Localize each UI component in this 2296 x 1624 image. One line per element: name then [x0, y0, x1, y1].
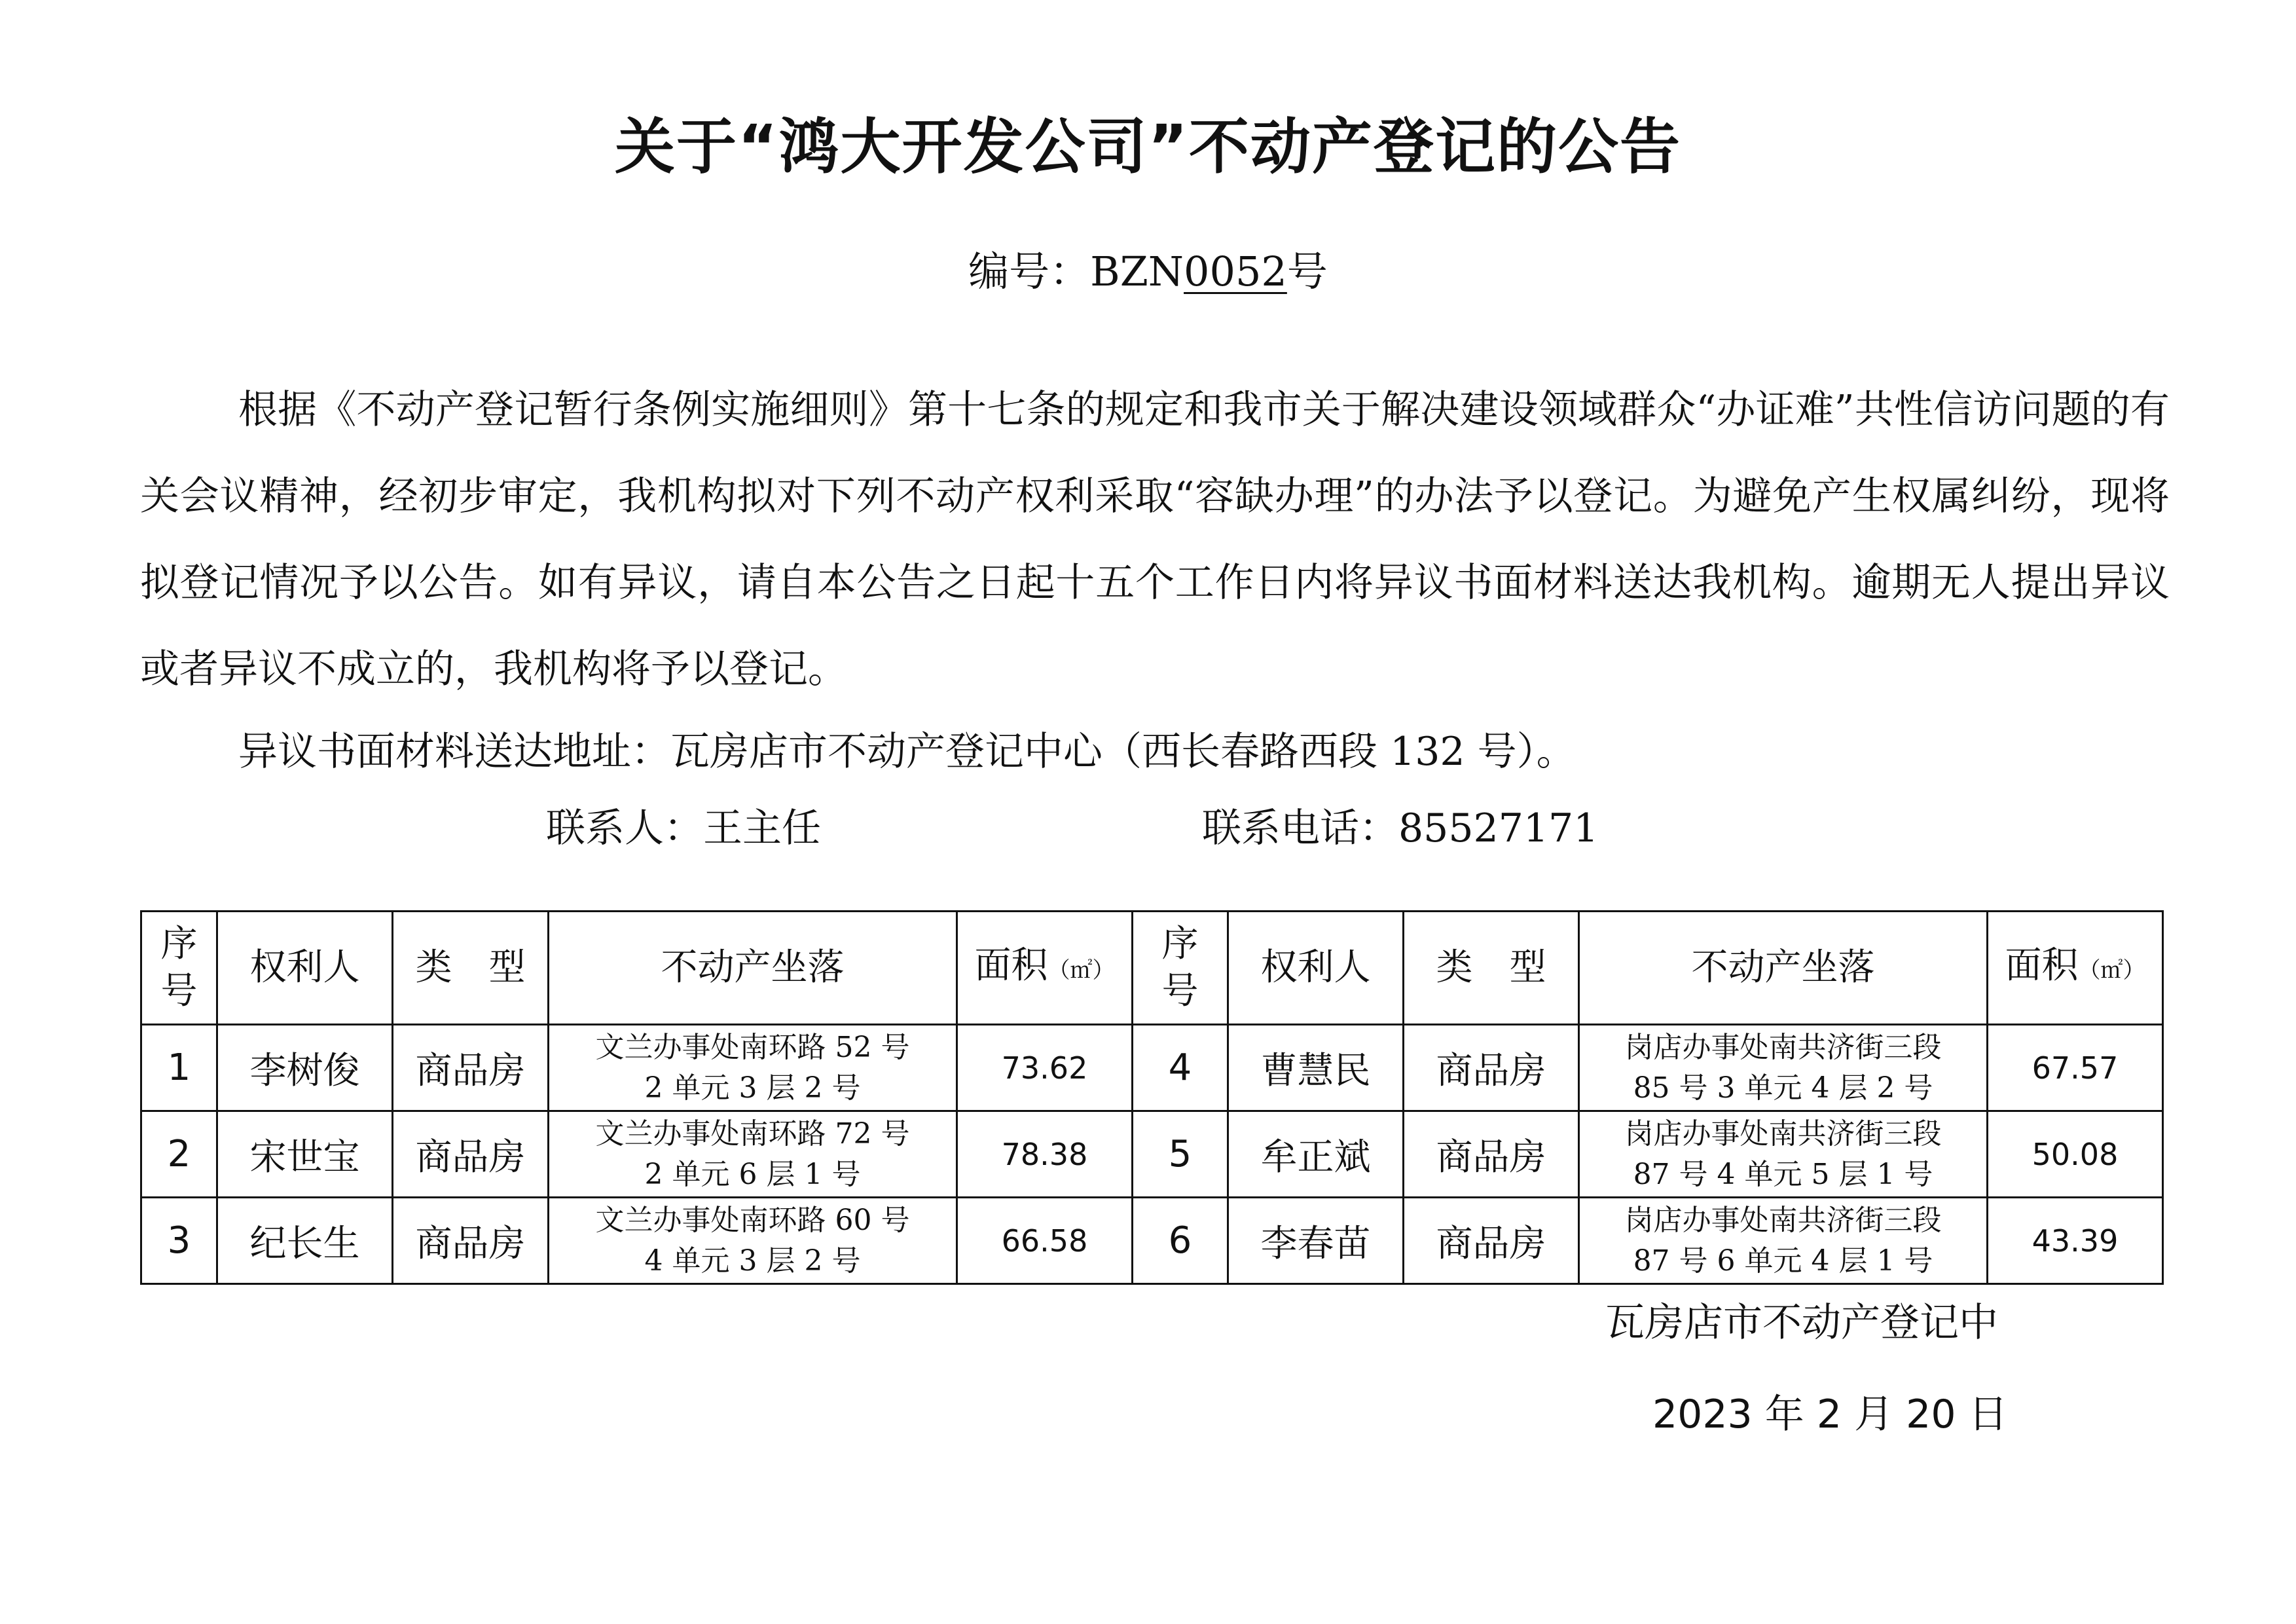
header-location: 不动产坐落	[1579, 912, 1988, 1025]
page-title: 关于“鸿大开发公司”不动产登记的公告	[615, 112, 1681, 182]
issuer-name: 瓦房店市不动产登记中	[1605, 1300, 1998, 1346]
document-number-suffix: 号	[1286, 248, 1328, 295]
cell-location: 岗店办事处南共济街三段 87 号 4 单元 5 层 1 号	[1579, 1111, 1988, 1198]
cell-type: 商品房	[1404, 1198, 1579, 1284]
cell-area: 73.62	[957, 1025, 1133, 1111]
table-row	[141, 1025, 2163, 1111]
cell-owner: 牟正斌	[1228, 1111, 1404, 1198]
cell-seq: 6	[1133, 1198, 1228, 1284]
cell-location: 文兰办事处南环路 52 号 2 单元 3 层 2 号	[549, 1025, 957, 1111]
body-paragraph: 根据《不动产登记暂行条例实施细则》第十七条的规定和我市关于解决建设领域群众“办证难”共性信访问题的有关会议精神，经初步审定，我机构拟对下列不动产权利采取“容缺办理”的办法予以登记。为避免产生权属纠纷，现将拟登记情况予以公告。如有异议，请自本公告之日起十五个工作日内将异议书面材料送达我机构。逾期无人提出异议或者异议不成立的，我机构将予以登记。	[140, 387, 2170, 692]
cell-location: 岗店办事处南共济街三段 85 号 3 单元 4 层 2 号	[1579, 1025, 1988, 1111]
cell-type: 商品房	[1404, 1025, 1579, 1111]
table-header-row	[141, 912, 2163, 1025]
table-row	[141, 1111, 2163, 1198]
cell-area: 78.38	[957, 1111, 1133, 1198]
cell-type: 商品房	[393, 1025, 549, 1111]
cell-area: 43.39	[1988, 1198, 2163, 1284]
header-area: 面积（㎡）	[957, 912, 1133, 1025]
cell-location: 文兰办事处南环路 72 号 2 单元 6 层 1 号	[549, 1111, 957, 1198]
cell-owner: 纪长生	[217, 1198, 393, 1284]
contact-phone: 联系电话：85527171	[1202, 805, 1599, 851]
cell-seq: 5	[1133, 1111, 1228, 1198]
cell-seq: 1	[141, 1025, 217, 1111]
cell-owner: 李春苗	[1228, 1198, 1404, 1284]
cell-owner: 李树俊	[217, 1025, 393, 1111]
header-owner: 权利人	[217, 912, 393, 1025]
cell-type: 商品房	[393, 1111, 549, 1198]
cell-location: 岗店办事处南共济街三段 87 号 6 单元 4 层 1 号	[1579, 1198, 1988, 1284]
document-number-prefix: 编号：BZN	[968, 248, 1184, 295]
objection-address: 异议书面材料送达地址：瓦房店市不动产登记中心（西长春路西段 132 号）。	[238, 729, 1576, 775]
property-table	[140, 910, 2164, 1285]
table-row	[141, 1198, 2163, 1284]
document-number-code: 0052	[1184, 248, 1287, 295]
cell-owner: 曹慧民	[1228, 1025, 1404, 1111]
cell-area: 67.57	[1988, 1025, 2163, 1111]
issue-date: 2023 年 2 月 20 日	[1652, 1392, 2008, 1437]
header-owner: 权利人	[1228, 912, 1404, 1025]
cell-area: 66.58	[957, 1198, 1133, 1284]
cell-seq: 4	[1133, 1025, 1228, 1111]
cell-owner: 宋世宝	[217, 1111, 393, 1198]
cell-area: 50.08	[1988, 1111, 2163, 1198]
cell-seq: 3	[141, 1198, 217, 1284]
cell-seq: 2	[141, 1111, 217, 1198]
cell-type: 商品房	[1404, 1111, 1579, 1198]
header-location: 不动产坐落	[549, 912, 957, 1025]
cell-location: 文兰办事处南环路 60 号 4 单元 3 层 2 号	[549, 1198, 957, 1284]
header-type: 类 型	[393, 912, 549, 1025]
header-type: 类 型	[1404, 912, 1579, 1025]
header-area: 面积（㎡）	[1988, 912, 2163, 1025]
cell-type: 商品房	[393, 1198, 549, 1284]
header-seq: 序号	[141, 912, 217, 1025]
header-seq: 序号	[1133, 912, 1228, 1025]
contact-person: 联系人：王主任	[546, 805, 821, 851]
document-number	[0, 242, 2296, 301]
